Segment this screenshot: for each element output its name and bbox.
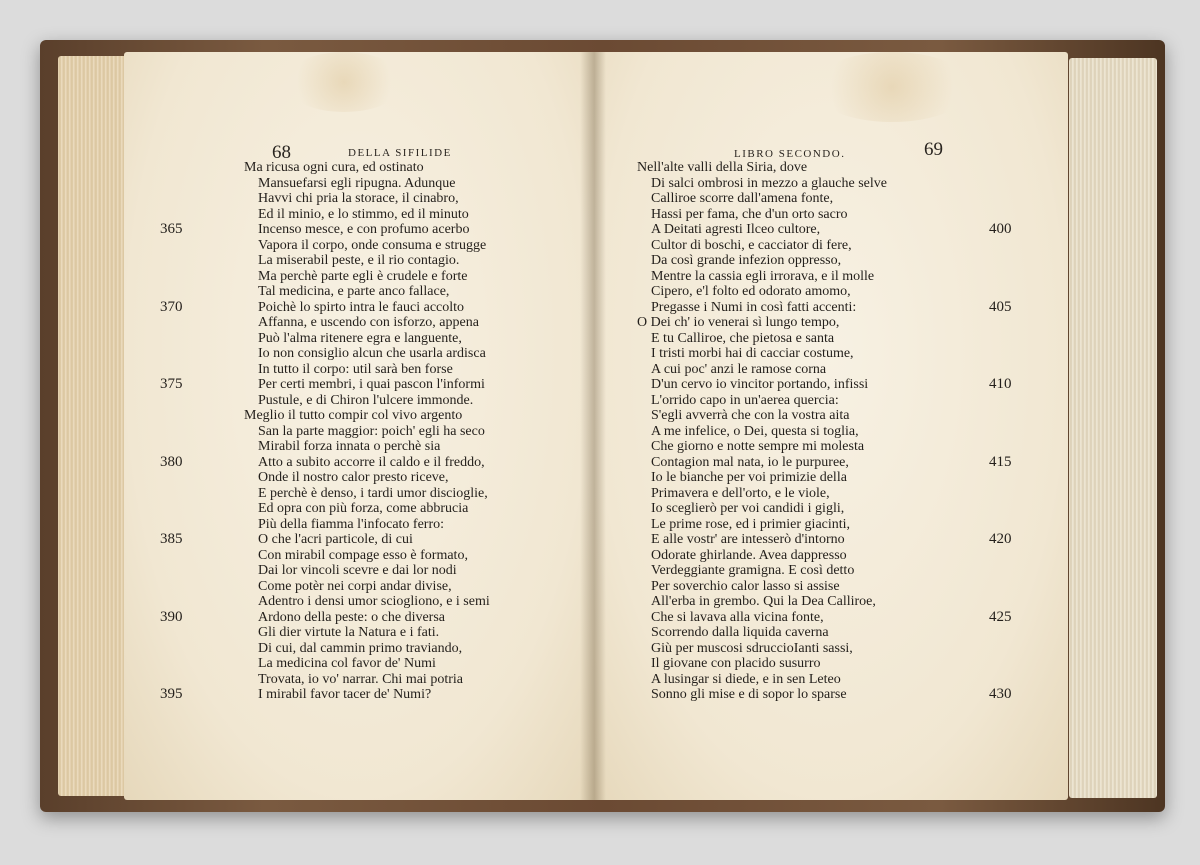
- verse-line: [637, 253, 887, 269]
- verse-line: [637, 298, 1012, 316]
- verse-line: [244, 269, 490, 285]
- verse-text: A lusingar si diede, e in sen Leteo: [651, 671, 841, 687]
- running-head: LIBRO SECONDO.: [734, 148, 846, 160]
- verse-line: [244, 207, 490, 223]
- page-number: 68: [272, 142, 291, 163]
- verse-line: [637, 486, 887, 502]
- verse-text: O che l'acri particole, di cui: [258, 532, 413, 547]
- verse-text: Mentre la cassia egli irrorava, e il molle: [651, 268, 875, 284]
- verse-text: Io sceglierò per voi candidi i gigli,: [651, 501, 845, 516]
- verse-line: [637, 346, 887, 362]
- verse-line: [244, 284, 490, 300]
- verse-text: Il giovane con placido susurro: [651, 656, 821, 671]
- verse-text: Di cui, dal cammin primo traviando,: [258, 640, 463, 656]
- verse-line: [244, 253, 490, 269]
- verse-line: [637, 221, 1012, 238]
- verse-text: Tal medicina, e parte anco fallace,: [258, 284, 450, 299]
- verse-line: [637, 453, 1012, 471]
- verse-line: [244, 594, 490, 610]
- line-number: 400: [989, 221, 1012, 237]
- verse-line: [637, 517, 887, 533]
- verse-text: O Dei ch' io venerai sì lungo tempo,: [637, 315, 840, 330]
- verse-line: [244, 548, 490, 564]
- verse-line: [637, 625, 887, 641]
- verse-line: [244, 470, 490, 486]
- verse-text: Poichè lo spirto intra le fauci accolto: [258, 299, 465, 315]
- verse-line: [244, 656, 490, 672]
- line-number: 380: [160, 453, 183, 470]
- verse-text: Cultor di boschi, e cacciator di fere,: [651, 237, 852, 253]
- verse-line: [160, 376, 490, 393]
- verse-line: [160, 221, 490, 238]
- verse-text: Per soverchio calor lasso si assise: [651, 578, 840, 594]
- verse-line: [637, 470, 887, 486]
- verse-line: [637, 656, 887, 672]
- verse-line: [637, 393, 887, 409]
- right-page-edges: [1069, 58, 1157, 798]
- verse-lines: [637, 160, 1012, 703]
- line-number: 430: [989, 686, 1012, 702]
- verse-text: Havvi chi pria la storace, il cinabro,: [258, 191, 459, 206]
- line-number: 385: [160, 531, 183, 547]
- verse-text: Che si lavava alla vicina fonte,: [651, 609, 824, 625]
- verse-line: [637, 207, 887, 223]
- verse-text: La miserabil peste, e il rio contagio.: [258, 253, 460, 268]
- verse-text: Hassi per fama, che d'un orto sacro: [651, 206, 848, 222]
- verse-text: A Deitati agresti Ilceo cultore,: [651, 222, 821, 237]
- verse-text: Sonno gli mise e di sopor lo sparse: [651, 687, 847, 702]
- running-head: DELLA SIFILIDE: [348, 147, 452, 159]
- verse-text: Ma ricusa ogni cura, ed ostinato: [244, 160, 424, 175]
- verse-line: [244, 517, 490, 533]
- verse-text: La medicina col favor de' Numi: [258, 656, 436, 671]
- verse-text: Odorate ghirlande. Avea dappresso: [651, 547, 847, 563]
- verse-line: [244, 331, 490, 347]
- verse-text: Adentro i densi umor sciogliono, e i semi: [258, 594, 490, 609]
- verse-text: Per certi membri, i quai pascon l'informi: [258, 377, 485, 392]
- left-page: [124, 52, 592, 800]
- verse-text: Mirabil forza innata o perchè sia: [258, 439, 441, 454]
- verse-line: [637, 376, 1012, 393]
- verse-line: [637, 424, 887, 440]
- verse-text: A me infelice, o Dei, questa si toglia,: [651, 423, 859, 439]
- right-page: [592, 52, 1068, 800]
- verse-text: E alle vostr' are intesserò d'intorno: [651, 532, 845, 547]
- line-number: 425: [989, 608, 1012, 625]
- verse-text: Onde il nostro calor presto riceve,: [258, 470, 449, 485]
- verse-text: San la parte maggior: poich' egli ha seco: [258, 423, 485, 439]
- verse-text: Vapora il corpo, onde consuma e strugge: [258, 237, 487, 253]
- verse-text: Ma perchè parte egli è crudele e forte: [258, 268, 468, 284]
- verse-text: Da così grande infezion oppresso,: [651, 253, 842, 268]
- line-number: 415: [989, 453, 1012, 470]
- verse-line: [160, 686, 490, 703]
- verse-line: [244, 672, 490, 688]
- line-number: 370: [160, 298, 183, 315]
- verse-text: Calliroe scorre dall'amena fonte,: [651, 191, 834, 206]
- paper-stain: [812, 52, 972, 122]
- line-number: 420: [989, 531, 1012, 547]
- verse-text: L'orrido capo in un'aerea quercia:: [651, 392, 839, 408]
- verse-line: [244, 176, 490, 192]
- verse-line: [637, 331, 887, 347]
- verse-text: Trovata, io vo' narrar. Chi mai potria: [258, 671, 463, 687]
- line-number: 410: [989, 376, 1012, 392]
- verse-line: [637, 563, 887, 579]
- verse-line: [637, 594, 887, 610]
- verse-line: [160, 453, 490, 471]
- verse-line: [244, 486, 490, 502]
- verse-line: [637, 672, 887, 688]
- open-book: [40, 40, 1165, 812]
- verse-line: [637, 269, 887, 285]
- verse-text: Scorrendo dalla liquida caverna: [651, 625, 829, 640]
- verse-line: [637, 191, 887, 207]
- verse-line: [244, 191, 490, 207]
- verse-text: Le prime rose, ed i primier giacinti,: [651, 516, 851, 532]
- verse-line: [637, 160, 887, 176]
- verse-text: D'un cervo io vincitor portando, infissi: [651, 377, 869, 392]
- verse-line: [244, 501, 490, 517]
- verse-line: [637, 641, 887, 657]
- verse-line: [244, 160, 490, 176]
- verse-line: [244, 641, 490, 657]
- verse-text: Nell'alte valli della Siria, dove: [637, 160, 808, 175]
- verse-line: [244, 238, 490, 254]
- verse-lines: [160, 160, 490, 703]
- verse-line: [637, 501, 887, 517]
- verse-line: [637, 284, 887, 300]
- verse-line: [637, 439, 887, 455]
- verse-line: [637, 608, 1012, 626]
- verse-text: Dai lor vincoli scevre e dai lor nodi: [258, 563, 457, 578]
- line-number: 395: [160, 686, 183, 702]
- line-number: 365: [160, 221, 183, 237]
- verse-line: [160, 608, 490, 626]
- verse-text: Come potèr nei corpi andar divise,: [258, 578, 452, 594]
- verse-line: [637, 686, 1012, 703]
- verse-line: [244, 439, 490, 455]
- verse-text: Cipero, e'l folto ed odorato amomo,: [651, 284, 851, 299]
- verse-line: [244, 579, 490, 595]
- verse-line: [637, 579, 887, 595]
- verse-text: Affanna, e uscendo con isforzo, appena: [258, 315, 479, 330]
- line-number: 390: [160, 608, 183, 625]
- verse-text: All'erba in grembo. Qui la Dea Calliroe,: [651, 594, 876, 609]
- verse-line: [637, 362, 887, 378]
- verse-text: Mansuefarsi egli ripugna. Adunque: [258, 175, 456, 191]
- verse-text: Gli dier virtute la Natura e i fati.: [258, 625, 440, 640]
- verse-line: [244, 563, 490, 579]
- verse-line: [637, 548, 887, 564]
- verse-text: Di salci ombrosi in mezzo a glauche selve: [651, 175, 887, 191]
- verse-text: Pregasse i Numi in così fatti accenti:: [651, 299, 857, 315]
- verse-line: [244, 362, 490, 378]
- verse-text: Atto a subito accorre il caldo e il freddo,: [258, 454, 485, 470]
- verse-line: [637, 408, 887, 424]
- verse-text: Verdeggiante gramigna. E così detto: [651, 563, 855, 578]
- verse-line: [244, 393, 490, 409]
- verse-text: A cui poc' anzi le ramose corna: [651, 361, 827, 377]
- verse-text: In tutto il corpo: util sarà ben forse: [258, 361, 453, 377]
- book-gutter: [580, 52, 606, 800]
- verse-line: [244, 408, 490, 424]
- verse-line: [637, 238, 887, 254]
- verse-text: Che giorno e notte sempre mi molesta: [651, 439, 865, 454]
- verse-line: [160, 298, 490, 316]
- verse-line: [244, 315, 490, 331]
- verse-text: Io non consiglio alcun che usarla ardisca: [258, 346, 486, 361]
- verse-line: [244, 625, 490, 641]
- line-number: 375: [160, 376, 183, 392]
- verse-text: I tristi morbi hai di cacciar costume,: [651, 346, 854, 361]
- verse-text: Io le bianche per voi primizie della: [651, 470, 847, 485]
- verse-text: I mirabil favor tacer de' Numi?: [258, 687, 432, 702]
- verse-text: Incenso mesce, e con profumo acerbo: [258, 222, 470, 237]
- verse-line: [637, 315, 887, 331]
- verse-text: Meglio il tutto compir col vivo argento: [244, 408, 463, 423]
- verse-text: Primavera e dell'orto, e le viole,: [651, 485, 830, 501]
- verse-text: Giù per muscosi sdruccioIanti sassi,: [651, 640, 853, 656]
- page-number: 69: [924, 139, 943, 160]
- verse-line: [637, 176, 887, 192]
- verse-text: Ed opra con più forza, come abbrucia: [258, 501, 469, 516]
- verse-line: [244, 346, 490, 362]
- verse-text: E perchè è denso, i tardi umor discioglie,: [258, 485, 488, 501]
- paper-stain: [284, 52, 404, 112]
- verse-text: Contagion mal nata, io le purpuree,: [651, 454, 849, 470]
- verse-text: Con mirabil compage esso è formato,: [258, 547, 468, 563]
- verse-text: Pustule, e di Chiron l'ulcere immonde.: [258, 392, 474, 408]
- verse-text: S'egli avverrà che con la vostra aita: [651, 408, 850, 423]
- verse-text: Può l'alma ritenere egra e languente,: [258, 330, 462, 346]
- verse-line: [637, 531, 1012, 548]
- verse-line: [244, 424, 490, 440]
- verse-text: Ardono della peste: o che diversa: [258, 609, 445, 625]
- line-number: 405: [989, 298, 1012, 315]
- verse-line: [160, 531, 490, 548]
- verse-text: E tu Calliroe, che pietosa e santa: [651, 330, 835, 346]
- verse-text: Ed il minio, e lo stimmo, ed il minuto: [258, 206, 469, 222]
- verse-text: Più della fiamma l'infocato ferro:: [258, 516, 445, 532]
